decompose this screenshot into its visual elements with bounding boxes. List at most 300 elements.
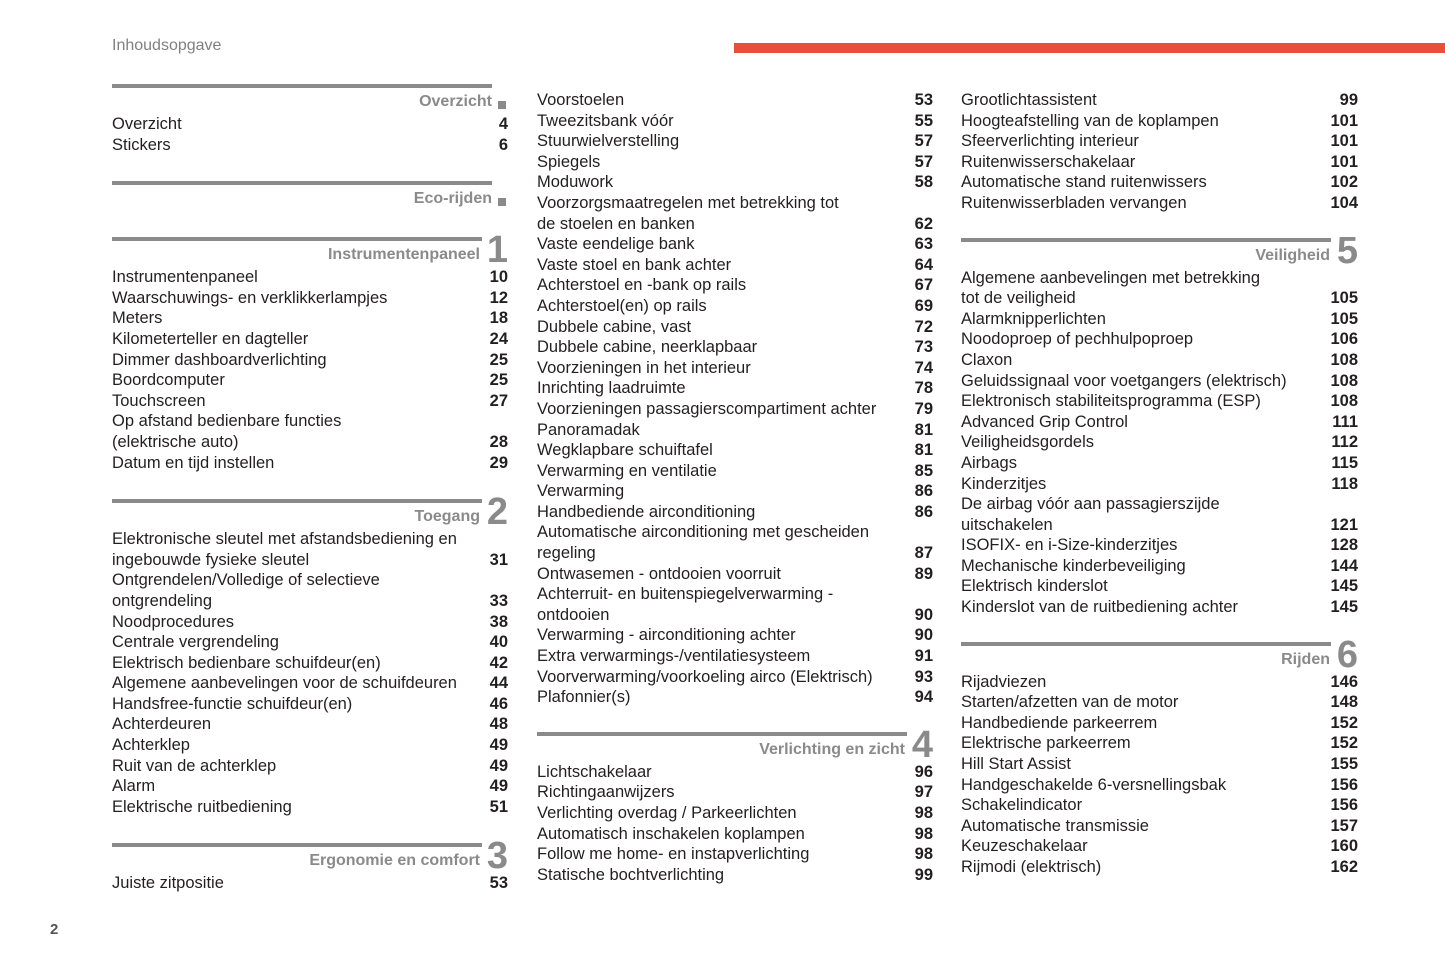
entry-title: Ruitenwisserschakelaar — [961, 152, 1136, 171]
entry-page-number: 49 — [489, 756, 508, 775]
entry-page-number: 108 — [1330, 371, 1358, 390]
entry-page-number: 28 — [489, 432, 508, 451]
toc-entry[interactable] — [537, 762, 933, 783]
section-header — [112, 491, 508, 534]
entry-title-continued: uitschakelen — [961, 515, 1053, 534]
entry-page-number: 96 — [914, 762, 933, 781]
toc-entry[interactable] — [961, 576, 1358, 597]
toc-entry[interactable] — [112, 694, 508, 715]
entry-title: Statische bochtverlichting — [537, 865, 725, 884]
entry-page-number: 146 — [1330, 672, 1358, 691]
entry-title: Achterruit- en buitenspiegelverwarming - — [537, 585, 834, 604]
page-number: 2 — [50, 921, 59, 938]
toc-entry[interactable] — [961, 795, 1358, 816]
entry-title: Noodoproep of pechhulpoproep — [961, 330, 1194, 349]
entry-page-number: 98 — [914, 804, 933, 822]
toc-entry[interactable] — [961, 371, 1358, 392]
section-title: Overzicht — [419, 93, 492, 110]
section-rule — [112, 499, 482, 503]
section-number: 2 — [486, 491, 508, 534]
entry-title: Sfeerverlichting interieur — [961, 132, 1139, 151]
toc-entry[interactable] — [112, 529, 508, 570]
toc-entry[interactable] — [537, 131, 933, 152]
entry-page-number: 62 — [914, 214, 933, 233]
entry-page-number: 112 — [1331, 433, 1358, 452]
toc-entry[interactable] — [112, 350, 508, 371]
entry-page-number: 145 — [1330, 598, 1358, 617]
entry-page-number: 44 — [489, 674, 508, 693]
toc-section — [112, 84, 508, 155]
toc-entry[interactable] — [537, 399, 933, 420]
toc-entry[interactable] — [961, 754, 1358, 775]
entry-title: Ruitenwisserbladen vervangen — [961, 193, 1187, 212]
toc-entry[interactable] — [112, 391, 508, 412]
section-number: 5 — [1336, 229, 1358, 272]
entry-page-number: 155 — [1330, 755, 1358, 774]
entry-page-number: 10 — [489, 268, 508, 287]
entry-title: Kinderzitjes — [961, 474, 1047, 493]
toc-entry[interactable] — [112, 612, 508, 633]
toc-entry[interactable] — [961, 329, 1358, 350]
entry-page-number: 78 — [914, 379, 933, 398]
square-bullet-icon — [498, 101, 506, 109]
entry-page-number: 38 — [489, 612, 508, 631]
toc-entry[interactable] — [112, 776, 508, 797]
entry-title: Handgeschakelde 6-versnellingsbak — [961, 775, 1227, 794]
entry-page-number: 101 — [1330, 152, 1358, 171]
entry-title: Elektrisch bedienbare schuifdeur(en) — [112, 653, 381, 672]
toc-section — [537, 80, 933, 708]
toc-entry[interactable] — [537, 646, 933, 667]
entry-title: Achterklep — [112, 736, 190, 755]
toc-entry[interactable] — [961, 90, 1358, 111]
entry-page-number: 25 — [489, 371, 508, 390]
entry-title: Verwarming en ventilatie — [537, 461, 717, 480]
entry-page-number: 6 — [498, 135, 508, 154]
entry-page-number: 156 — [1330, 796, 1358, 815]
section-header — [112, 835, 508, 878]
toc-entry[interactable] — [537, 111, 933, 132]
toc-entry[interactable] — [537, 687, 933, 708]
toc-entry[interactable] — [112, 329, 508, 350]
entry-page-number: 115 — [1331, 453, 1358, 472]
entry-page-number: 49 — [489, 777, 508, 796]
entry-title: Claxon — [961, 350, 1013, 369]
entry-page-number: 79 — [914, 399, 933, 418]
toc-entry[interactable] — [537, 275, 933, 296]
toc-entry[interactable] — [537, 803, 933, 824]
entry-title: Meters — [112, 309, 163, 328]
entry-page-number: 102 — [1330, 173, 1358, 192]
entry-page-number: 118 — [1331, 474, 1358, 493]
toc-entry[interactable] — [112, 267, 508, 288]
entry-page-number: 46 — [489, 694, 508, 713]
section-number: 6 — [1336, 633, 1358, 676]
toc-entry[interactable] — [112, 873, 508, 894]
toc-entry[interactable] — [537, 296, 933, 317]
toc-entry[interactable] — [537, 782, 933, 803]
toc-entry[interactable] — [537, 317, 933, 338]
toc-entry[interactable] — [537, 234, 933, 255]
entry-title: Achterstoel(en) op rails — [537, 296, 707, 315]
toc-entry[interactable] — [537, 172, 933, 193]
entry-page-number: 111 — [1332, 412, 1358, 431]
toc-entry[interactable] — [112, 135, 508, 156]
entry-page-number: 29 — [489, 453, 508, 472]
entry-page-number: 57 — [914, 132, 933, 151]
entry-title: Elektrisch kinderslot — [961, 577, 1108, 596]
entry-title: Elektronisch stabiliteitsprogramma (ESP) — [961, 392, 1261, 411]
entry-title: Moduwork — [537, 173, 614, 192]
toc-entry[interactable] — [961, 432, 1358, 453]
toc-entry[interactable] — [537, 625, 933, 646]
entry-title: Hill Start Assist — [961, 755, 1072, 774]
entry-title: Follow me home- en instapverlichting — [537, 845, 810, 864]
toc-entry[interactable] — [112, 308, 508, 329]
entry-title: Grootlichtassistent — [961, 91, 1097, 109]
section-rule — [112, 843, 482, 847]
toc-entry[interactable] — [537, 378, 933, 399]
toc-entry[interactable] — [537, 440, 933, 461]
entry-title: Handsfree-functie schuifdeur(en) — [112, 694, 353, 713]
toc-entry[interactable] — [961, 152, 1358, 173]
entry-page-number: 86 — [914, 482, 933, 501]
entry-page-number: 157 — [1330, 816, 1358, 835]
entry-title: Datum en tijd instellen — [112, 453, 275, 472]
entry-title-continued: (elektrische auto) — [112, 432, 239, 451]
toc-entry[interactable] — [112, 797, 508, 818]
toc-entry[interactable] — [537, 461, 933, 482]
entry-page-number: 86 — [914, 502, 933, 521]
entry-title: Stickers — [112, 135, 171, 154]
entry-page-number: 91 — [914, 647, 933, 666]
toc-section — [961, 80, 1358, 214]
entry-title: Voorzorgsmaatregelen met betrekking tot — [537, 193, 839, 212]
entry-page-number: 101 — [1330, 132, 1358, 151]
entry-title: Overzicht — [112, 115, 182, 133]
entry-title: Algemene aanbevelingen voor de schuifdeuren — [112, 674, 457, 693]
toc-entry[interactable] — [112, 653, 508, 674]
toc-entry[interactable] — [961, 494, 1358, 535]
entry-page-number: 98 — [914, 824, 933, 843]
entry-title: Touchscreen — [112, 391, 206, 410]
entry-title: Airbags — [961, 453, 1017, 472]
entry-page-number: 104 — [1330, 193, 1358, 212]
entry-page-number: 25 — [489, 350, 508, 369]
entry-page-number: 90 — [914, 605, 933, 624]
toc-entry[interactable] — [112, 673, 508, 694]
toc-entry[interactable] — [537, 824, 933, 845]
entry-page-number: 81 — [914, 441, 933, 460]
toc-entry[interactable] — [537, 584, 933, 625]
toc-entry[interactable] — [537, 865, 933, 886]
entry-page-number: 121 — [1330, 515, 1358, 534]
entry-title: Panoramadak — [537, 420, 640, 439]
toc-entry[interactable] — [537, 193, 933, 234]
toc-column-2 — [537, 80, 933, 885]
entry-title-continued: de stoelen en banken — [537, 214, 695, 233]
entry-title: Richtingaanwijzers — [537, 783, 675, 802]
entry-title: Alarm — [112, 777, 156, 796]
entry-title: Ontgrendelen/Volledige of selectieve — [112, 571, 380, 590]
toc-entry[interactable] — [537, 844, 933, 865]
entry-title: Tweezitsbank vóór — [537, 111, 674, 130]
entry-title: Rijadviezen — [961, 672, 1047, 691]
entry-page-number: 63 — [914, 235, 933, 254]
entry-title: Geluidssignaal voor voetgangers (elektrisch) — [961, 371, 1287, 390]
toc-entry[interactable] — [112, 453, 508, 474]
toc-entry[interactable] — [112, 632, 508, 653]
toc-entry[interactable] — [112, 411, 508, 452]
entry-title: Veiligheidsgordels — [961, 433, 1095, 452]
entry-title: Achterdeuren — [112, 715, 212, 734]
section-header — [112, 84, 508, 114]
entry-page-number: 108 — [1330, 392, 1358, 411]
toc-entry[interactable] — [112, 288, 508, 309]
entry-page-number: 24 — [489, 329, 508, 348]
toc-entry[interactable] — [537, 420, 933, 441]
entry-page-number: 73 — [914, 338, 933, 357]
toc-column-1 — [112, 80, 508, 894]
entry-title: Elektrische ruitbediening — [112, 797, 292, 816]
toc-entry[interactable] — [961, 836, 1358, 857]
entry-title: Spiegels — [537, 152, 601, 171]
toc-section — [961, 633, 1358, 878]
toc-entry[interactable] — [961, 857, 1358, 878]
square-bullet-icon — [498, 198, 506, 206]
toc-entry[interactable] — [961, 268, 1358, 309]
section-rule — [961, 642, 1331, 646]
section-number: 3 — [486, 835, 508, 878]
entry-page-number: 69 — [914, 296, 933, 315]
entry-page-number: 97 — [914, 783, 933, 802]
entry-title: Centrale vergrendeling — [112, 633, 279, 652]
section-header — [112, 181, 508, 211]
toc-entry[interactable] — [112, 735, 508, 756]
entry-page-number: 160 — [1330, 837, 1358, 856]
section-title: Ergonomie en comfort — [309, 852, 480, 870]
section-rule — [112, 237, 482, 241]
entry-title: Voorzieningen in het interieur — [537, 358, 751, 377]
entry-page-number: 72 — [914, 317, 933, 336]
section-rule — [112, 181, 492, 185]
toc-entry[interactable] — [537, 358, 933, 379]
entry-title: Automatische transmissie — [961, 816, 1149, 835]
entry-title: Advanced Grip Control — [961, 412, 1128, 431]
entry-title: ISOFIX- en i-Size-kinderzitjes — [961, 536, 1178, 555]
entry-page-number: 90 — [914, 626, 933, 645]
toc-entry[interactable] — [112, 114, 508, 135]
entry-title: Keuzeschakelaar — [961, 837, 1088, 856]
entry-page-number: 85 — [914, 461, 933, 480]
toc-section — [112, 491, 508, 817]
entry-page-number: 51 — [489, 797, 508, 816]
toc-entry[interactable] — [961, 412, 1358, 433]
entry-title: Algemene aanbevelingen met betrekking — [961, 268, 1261, 287]
entry-page-number: 87 — [914, 544, 933, 563]
toc-entry[interactable] — [112, 714, 508, 735]
entry-page-number: 4 — [498, 115, 508, 133]
section-rule — [537, 732, 907, 736]
toc-column-3 — [961, 80, 1358, 878]
entry-page-number: 128 — [1330, 536, 1358, 555]
section-header — [961, 229, 1358, 272]
entry-title: Handbediende airconditioning — [537, 502, 756, 521]
toc-entry[interactable] — [537, 90, 933, 111]
entry-page-number: 33 — [489, 591, 508, 610]
entry-title: Verwarming - airconditioning achter — [537, 626, 796, 645]
toc-entry[interactable] — [537, 522, 933, 563]
entry-page-number: 49 — [489, 736, 508, 755]
entry-title: Dubbele cabine, neerklapbaar — [537, 338, 758, 357]
entry-page-number: 94 — [914, 688, 933, 707]
entry-title: Kilometerteller en dagteller — [112, 329, 309, 348]
toc-entry[interactable] — [112, 370, 508, 391]
toc-entry[interactable] — [537, 667, 933, 688]
entry-title: Handbediende parkeerrem — [961, 713, 1158, 732]
toc-entry[interactable] — [961, 391, 1358, 412]
toc-entry[interactable] — [961, 733, 1358, 754]
entry-page-number: 48 — [489, 715, 508, 734]
toc-entry[interactable] — [961, 350, 1358, 371]
toc-entry[interactable] — [537, 502, 933, 523]
entry-page-number: 145 — [1330, 577, 1358, 596]
section-title: Toegang — [414, 508, 480, 526]
toc-entry[interactable] — [961, 556, 1358, 577]
entry-title: Vaste eendelige bank — [537, 235, 695, 254]
entry-page-number: 148 — [1330, 693, 1358, 712]
entry-page-number: 106 — [1330, 330, 1358, 349]
toc-entry[interactable] — [961, 111, 1358, 132]
entry-page-number: 58 — [914, 173, 933, 192]
entry-title: Voorzieningen passagierscompartiment achter — [537, 399, 877, 418]
entry-title: Instrumentenpaneel — [112, 268, 258, 287]
entry-page-number: 152 — [1330, 713, 1358, 732]
toc-entry[interactable] — [961, 597, 1358, 618]
toc-entry[interactable] — [961, 193, 1358, 214]
toc-entry[interactable] — [961, 474, 1358, 495]
entry-title: Boordcomputer — [112, 371, 225, 390]
header-accent-bar — [734, 43, 1445, 53]
entry-page-number: 99 — [914, 865, 933, 884]
entry-title: Extra verwarmings-/ventilatiesysteem — [537, 647, 811, 666]
section-rule — [112, 84, 492, 88]
entry-title: Alarmknipperlichten — [961, 309, 1106, 328]
toc-entry[interactable] — [961, 775, 1358, 796]
toc-section — [112, 181, 508, 211]
entry-title: Op afstand bedienbare functies — [112, 412, 342, 431]
entry-title-continued: ingebouwde fysieke sleutel — [112, 550, 310, 569]
section-title: Veiligheid — [1255, 246, 1330, 264]
entry-page-number: 156 — [1330, 775, 1358, 794]
entry-title: Hoogteafstelling van de koplampen — [961, 111, 1219, 130]
entry-page-number: 40 — [489, 633, 508, 652]
toc-entry[interactable] — [961, 713, 1358, 734]
toc-entry[interactable] — [961, 535, 1358, 556]
entry-title: Elektrische parkeerrem — [961, 734, 1131, 753]
section-number: 4 — [911, 723, 933, 766]
entry-page-number: 93 — [914, 667, 933, 686]
entry-title: Ontwasemen - ontdooien voorruit — [537, 564, 781, 583]
section-title: Rijden — [1281, 650, 1330, 668]
entry-title: Automatische stand ruitenwissers — [961, 173, 1207, 192]
entry-title: Plafonnier(s) — [537, 688, 631, 707]
entry-page-number: 74 — [914, 358, 933, 377]
toc-entry[interactable] — [537, 481, 933, 502]
toc-entry[interactable] — [961, 692, 1358, 713]
entry-page-number: 55 — [914, 111, 933, 130]
entry-page-number: 67 — [914, 276, 933, 295]
entry-title: Voorverwarming/voorkoeling airco (Elektrisch) — [537, 667, 873, 686]
toc-entry[interactable] — [537, 337, 933, 358]
entry-title: Ruit van de achterklep — [112, 756, 277, 775]
entry-title: Noodprocedures — [112, 612, 234, 631]
entry-title: De airbag vóór aan passagierszijde — [961, 495, 1220, 514]
entry-title: Starten/afzetten van de motor — [961, 693, 1179, 712]
toc-entry[interactable] — [961, 816, 1358, 837]
entry-title: Stuurwielverstelling — [537, 132, 680, 151]
section-header — [537, 723, 933, 766]
toc-section — [537, 723, 933, 886]
entry-page-number: 18 — [489, 309, 508, 328]
entry-title: Inrichting laadruimte — [537, 379, 686, 398]
entry-title: Rijmodi (elektrisch) — [961, 858, 1102, 876]
toc-section — [961, 229, 1358, 618]
entry-title: Juiste zitpositie — [112, 874, 224, 893]
section-header — [112, 229, 508, 272]
entry-page-number: 53 — [914, 91, 933, 109]
entry-title: Achterstoel en -bank op rails — [537, 276, 747, 295]
entry-page-number: 42 — [489, 653, 508, 672]
entry-page-number: 12 — [489, 288, 508, 307]
toc-section — [112, 835, 508, 894]
entry-title-continued: ontgrendeling — [112, 591, 212, 610]
entry-title: Waarschuwings- en verklikkerlampjes — [112, 288, 388, 307]
entry-title: Verwarming — [537, 482, 625, 501]
toc-entry[interactable] — [537, 564, 933, 585]
toc-entry[interactable] — [961, 172, 1358, 193]
entry-page-number: 64 — [914, 255, 933, 274]
entry-page-number: 89 — [914, 564, 933, 583]
entry-title-continued: ontdooien — [537, 605, 610, 624]
toc-entry[interactable] — [961, 453, 1358, 474]
toc-entry[interactable] — [961, 131, 1358, 152]
toc-entry[interactable] — [961, 309, 1358, 330]
toc-entry[interactable] — [961, 672, 1358, 693]
entry-title: Vaste stoel en bank achter — [537, 255, 732, 274]
entry-title: Automatisch inschakelen koplampen — [537, 824, 805, 843]
entry-title-continued: regeling — [537, 544, 596, 563]
entry-title: Mechanische kinderbeveiliging — [961, 556, 1186, 575]
entry-title: Dubbele cabine, vast — [537, 317, 692, 336]
entry-title-continued: tot de veiligheid — [961, 289, 1076, 308]
toc-entry[interactable] — [112, 570, 508, 611]
entry-page-number: 108 — [1330, 350, 1358, 369]
toc-entry[interactable] — [537, 152, 933, 173]
section-number: 1 — [486, 229, 508, 272]
entry-page-number: 98 — [914, 845, 933, 864]
entry-page-number: 152 — [1330, 734, 1358, 753]
entry-title: Dimmer dashboardverlichting — [112, 350, 327, 369]
toc-entry[interactable] — [112, 756, 508, 777]
entry-page-number: 53 — [489, 874, 508, 893]
entry-title: Wegklapbare schuiftafel — [537, 441, 713, 460]
entry-page-number: 162 — [1330, 858, 1358, 876]
entry-title: Schakelindicator — [961, 796, 1083, 815]
entry-page-number: 101 — [1330, 111, 1358, 130]
toc-entry[interactable] — [537, 255, 933, 276]
entry-title: Verlichting overdag / Parkeerlichten — [537, 804, 797, 822]
